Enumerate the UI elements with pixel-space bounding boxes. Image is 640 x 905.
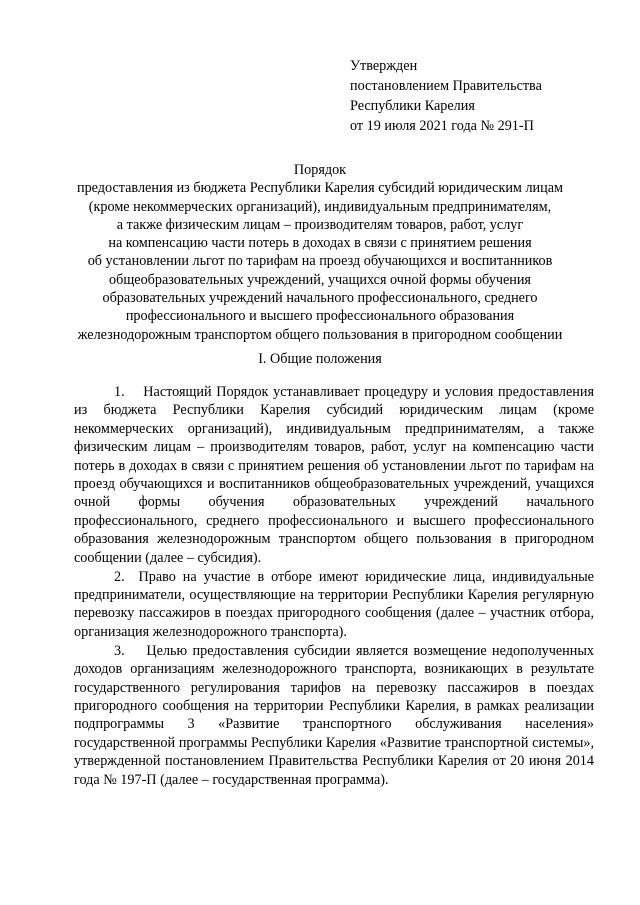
- title-line: на компенсацию части потерь в доходах в связи с принятием решения: [108, 235, 532, 252]
- paragraph: 1. Настоящий Порядок устанавливает процедуру и условия предоставления из бюджета Республики Карелия субсидий юридическим лицам (кроме некоммерческих организаций), индивидуальным предпринимателям, а также физическим лицам – производителям товаров, работ, услуг на компенсацию части потерь в доходах в связи с принятием решения об установлении льгот по тарифам на проезд обучающихся и воспитанников общеобразовательных учреждений, учащихся очной формы обучения образовательных учреждений начального профессионального, среднего профессионального и высшего профессионального образования железнодорожным транспортом общего пользования в пригородном сообщении (далее – субсидия).: [74, 384, 594, 566]
- document-body: [74, 383, 594, 789]
- approval-line: Республики Карелия: [350, 98, 475, 114]
- paragraph: 3. Целью предоставления субсидии является возмещение недополученных доходов организациям железнодорожного транспорта, возникающих в результате государственного регулирования тарифов на перевозку пассажиров в поездах пригородного сообщения на территории Республики Карелия, в рамках реализации подпрограммы 3 «Развитие транспортного обслуживания населения» государственной программы Республики Карелия «Развитие транспортной системы», утвержденной постановлением Правительства Республики Карелия от 20 июня 2014 года № 197-П (далее – государственная программа).: [74, 642, 594, 788]
- title-line: об установлении льгот по тарифам на проезд обучающихся и воспитанников: [87, 253, 553, 270]
- title-line: профессионального и высшего профессионального образования: [125, 308, 515, 325]
- title-line: предоставления из бюджета Республики Карелия субсидий юридическим лицам: [77, 180, 563, 197]
- section-heading: I. Общие положения: [258, 351, 382, 367]
- title-line: общеобразовательных учреждений, учащихся очной формы обучения: [109, 271, 531, 288]
- document-title: [70, 161, 570, 344]
- title-line: (кроме некоммерческих организаций), индивидуальным предпринимателям,: [88, 198, 552, 215]
- title-line: а также физическим лицам – производителям товаров, работ, услуг: [116, 216, 524, 233]
- title-line: железнодорожным транспортом общего пользования в пригородном сообщении: [77, 326, 563, 343]
- title-line: образовательных учреждений начального профессионального, среднего: [102, 290, 538, 307]
- paragraph: 2. Право на участие в отборе имеют юридические лица, индивидуальные предприниматели, осуществляющие на территории Республики Карелия регулярную перевозку пассажиров в поездах пригородного сообщения (далее – участник отбора, организация железнодорожного транспорта).: [74, 568, 594, 640]
- approval-line: постановлением Правительства: [350, 78, 542, 94]
- title-line: Порядок: [293, 162, 347, 178]
- approval-line: Утвержден: [350, 58, 418, 74]
- approval-stamp: [350, 56, 620, 136]
- approval-line: от 19 июля 2021 года № 291-П: [350, 118, 534, 134]
